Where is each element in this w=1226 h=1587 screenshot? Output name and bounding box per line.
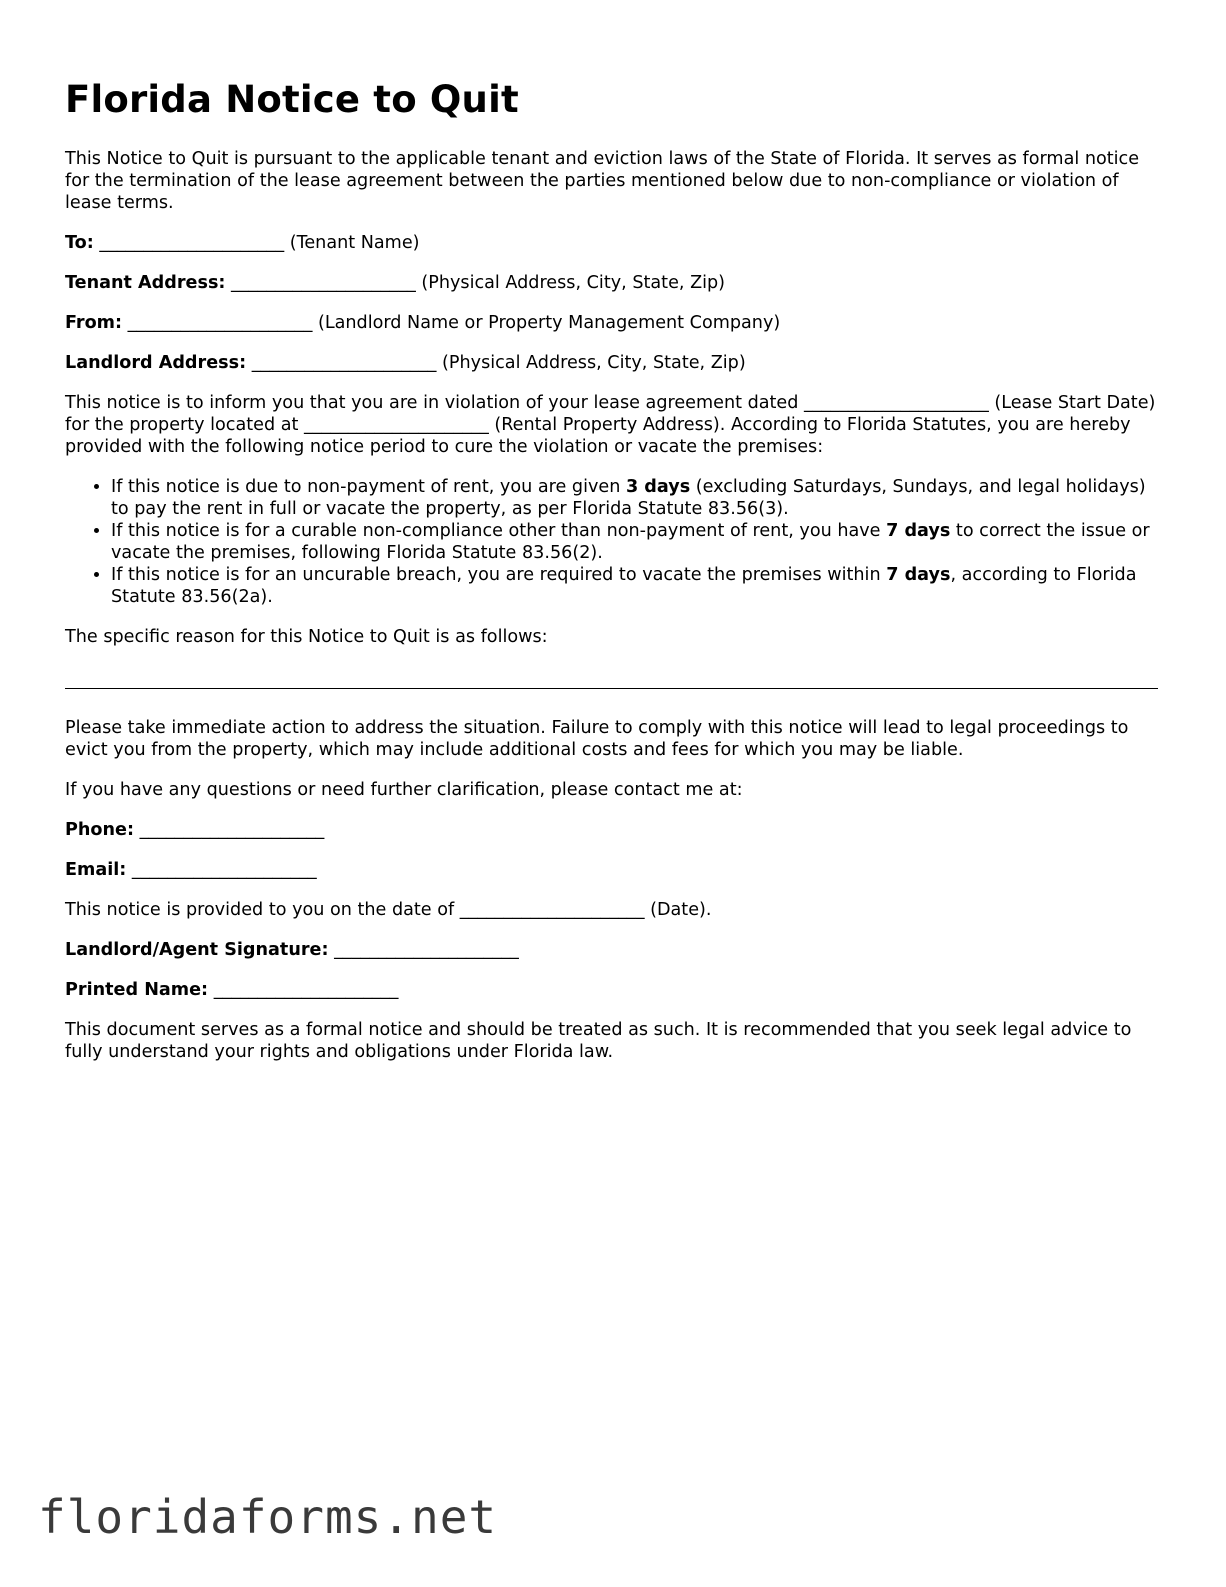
violation-paragraph xyxy=(65,392,1158,458)
landlord-address-hint: (Physical Address, City, State, Zip) xyxy=(442,353,746,373)
list-item: • If this notice is for an uncurable breach, you are required to vacate the premises within 7 days, according to Florida Statute 83.56(2a). xyxy=(111,564,1158,608)
phone-label: Phone: xyxy=(65,820,135,840)
landlord-address-blank[interactable]: _____________________ xyxy=(251,353,437,373)
document-page xyxy=(65,78,1158,1081)
tenant-address-blank[interactable]: _____________________ xyxy=(231,273,416,293)
notice-period-list xyxy=(65,476,1158,608)
from-field xyxy=(65,312,1158,334)
violation-text-1: This notice is to inform you that you are in violation of your lease agreement dated xyxy=(65,393,799,413)
email-label: Email: xyxy=(65,860,127,880)
tenant-address-field xyxy=(65,272,1158,294)
signature-field xyxy=(65,939,1158,961)
to-blank[interactable]: _____________________ xyxy=(99,233,285,253)
tenant-address-label: Tenant Address: xyxy=(65,273,226,293)
phone-blank[interactable]: _____________________ xyxy=(139,820,325,840)
action-paragraph: Please take immediate action to address the situation. Failure to comply with this notice will lead to legal proceedings to evict you from the property, which may include additional costs and fees for which you may be liable. xyxy=(65,718,1129,760)
to-hint: (Tenant Name) xyxy=(289,233,420,253)
date-blank[interactable]: _____________________ xyxy=(459,900,645,920)
list-item: • If this notice is for a curable non-compliance other than non-payment of rent, you have 7 days to correct the issue or vacate the premises, following Florida Statute 83.56(2). xyxy=(111,520,1158,564)
date-line: This notice is provided to you on the date of _____________________ (Date). xyxy=(65,900,712,920)
from-blank[interactable]: _____________________ xyxy=(127,313,313,333)
list-item: • If this notice is due to non-payment of rent, you are given 3 days (excluding Saturdays, Sundays, and legal holidays) to pay the rent in full or vacate the property, as per Florida Statute 83.56(3). xyxy=(111,476,1158,520)
from-hint: (Landlord Name or Property Management Company) xyxy=(317,313,781,333)
to-field xyxy=(65,232,1158,254)
violation-text-2: (Lease Start Date) for the property located at xyxy=(65,393,1156,435)
landlord-address-field xyxy=(65,352,1158,374)
signature-label: Landlord/Agent Signature: xyxy=(65,940,329,960)
closing-paragraph: This document serves as a formal notice and should be treated as such. It is recommended that you seek legal advice to fully understand your rights and obligations under Florida law. xyxy=(65,1020,1132,1062)
landlord-address-label: Landlord Address: xyxy=(65,353,247,373)
page-title: Florida Notice to Quit xyxy=(65,78,519,121)
lease-date-blank[interactable]: _____________________ xyxy=(804,393,989,413)
tenant-address-hint: (Physical Address, City, State, Zip) xyxy=(421,273,726,293)
from-label: From: xyxy=(65,313,123,333)
intro-paragraph: This Notice to Quit is pursuant to the applicable tenant and eviction laws of the State of Florida. It serves as formal notice for the termination of the lease agreement between the parties mentioned below due to non-compliance or violation of lease terms. xyxy=(65,149,1140,213)
phone-field xyxy=(65,819,1158,841)
property-address-blank[interactable]: _____________________ xyxy=(304,415,489,435)
printed-name-blank[interactable]: _____________________ xyxy=(213,980,399,1000)
printed-name-field xyxy=(65,979,1158,1001)
to-label: To: xyxy=(65,233,94,253)
email-field xyxy=(65,859,1158,881)
reason-intro: The specific reason for this Notice to Quit is as follows: xyxy=(65,627,548,647)
brand-watermark: floridaforms.net xyxy=(38,1490,498,1544)
contact-intro: If you have any questions or need further clarification, please contact me at: xyxy=(65,780,743,800)
email-blank[interactable]: _____________________ xyxy=(131,860,317,880)
printed-name-label: Printed Name: xyxy=(65,980,209,1000)
violation-text-3: (Rental Property Address). According to Florida Statutes, you are hereby provided with the following notice period to cure the violation or vacate the premises: xyxy=(65,415,1131,457)
signature-blank[interactable]: _____________________ xyxy=(334,940,519,960)
reason-blank-line[interactable] xyxy=(65,688,1158,689)
